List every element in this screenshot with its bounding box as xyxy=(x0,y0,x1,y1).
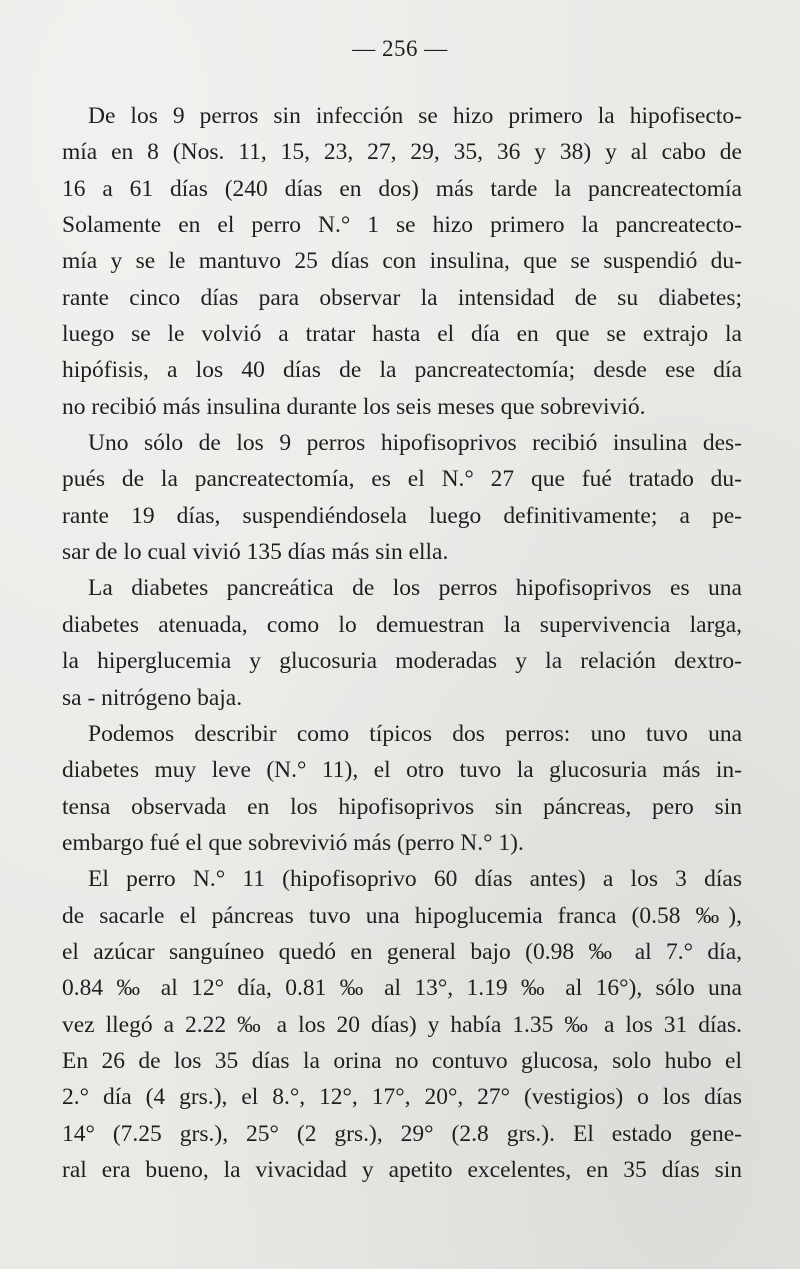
text-line: el azúcar sanguíneo quedó en general bajo (0.98 ‰ al 7.° día, xyxy=(62,938,742,965)
text-line: diabetes atenuada, como lo demuestran la supervivencia larga, xyxy=(62,611,742,638)
text-line: 0.84 ‰ al 12° día, 0.81 ‰ al 13°, 1.19 ‰ al 16°), sólo una xyxy=(62,975,742,1002)
text-line: Podemos describir como típicos dos perros: uno tuvo una xyxy=(88,720,742,747)
text-line: La diabetes pancreática de los perros hipofisoprivos es una xyxy=(88,575,742,602)
text-line: pués de la pancreatectomía, es el N.° 27 que fué tratado du- xyxy=(62,466,742,493)
text-line: rante 19 días, suspendiéndosela luego definitivamente; a pe- xyxy=(62,502,742,529)
text-line: diabetes muy leve (N.° 11), el otro tuvo la glucosuria más in- xyxy=(62,757,742,784)
text-line: luego se le volvió a tratar hasta el día en que se extrajo la xyxy=(62,321,742,348)
text-line: rante cinco días para observar la intensidad de su diabetes; xyxy=(62,284,742,311)
page-number: — 256 — xyxy=(352,36,448,61)
text-line: no recibió más insulina durante los seis meses que sobrevivió. xyxy=(62,393,646,420)
text-line: El perro N.° 11 (hipofisoprivo 60 días antes) a los 3 días xyxy=(88,866,742,893)
text-line: En 26 de los 35 días la orina no contuvo glucosa, solo hubo el xyxy=(62,1047,742,1074)
text-line: mía y se le mantuvo 25 días con insulina, que se suspendió du- xyxy=(62,248,742,275)
text-line: mía en 8 (Nos. 11, 15, 23, 27, 29, 35, 36 y 38) y al cabo de xyxy=(62,139,742,166)
text-line: vez llegó a 2.22 ‰ a los 20 días) y había 1.35 ‰ a los 31 días. xyxy=(62,1011,742,1038)
text-line: sa - nitrógeno baja. xyxy=(62,684,243,711)
text-line: Uno sólo de los 9 perros hipofisoprivos recibió insulina des- xyxy=(88,430,742,457)
text-line: la hiperglucemia y glucosuria moderadas y la relación dextro- xyxy=(62,648,742,675)
text-line: sar de lo cual vivió 135 días más sin ella. xyxy=(62,539,449,566)
text-line: Solamente en el perro N.° 1 se hizo primero la pancreatecto- xyxy=(62,212,742,239)
text-line: 2.° día (4 grs.), el 8.°, 12°, 17°, 20°, 27° (vestigios) o los días xyxy=(62,1084,742,1111)
text-line: ral era bueno, la vivacidad y apetito excelentes, en 35 días sin xyxy=(62,1156,742,1183)
text-line: hipófisis, a los 40 días de la pancreatectomía; desde ese día xyxy=(62,357,742,384)
text-line: De los 9 perros sin infección se hizo primero la hipofisecto- xyxy=(88,103,742,129)
text-line: embargo fué el que sobrevivió más (perro N.° 1). xyxy=(62,829,524,856)
text-line: tensa observada en los hipofisoprivos sin páncreas, pero sin xyxy=(62,793,742,820)
text-line: 16 a 61 días (240 días en dos) más tarde la pancreatectomía xyxy=(62,175,742,202)
text-line: 14° (7.25 grs.), 25° (2 grs.), 29° (2.8 grs.). El estado gene- xyxy=(62,1120,742,1147)
body-text xyxy=(62,98,742,1188)
text-line: de sacarle el páncreas tuvo una hipoglucemia franca (0.58 ‰), xyxy=(62,902,742,929)
